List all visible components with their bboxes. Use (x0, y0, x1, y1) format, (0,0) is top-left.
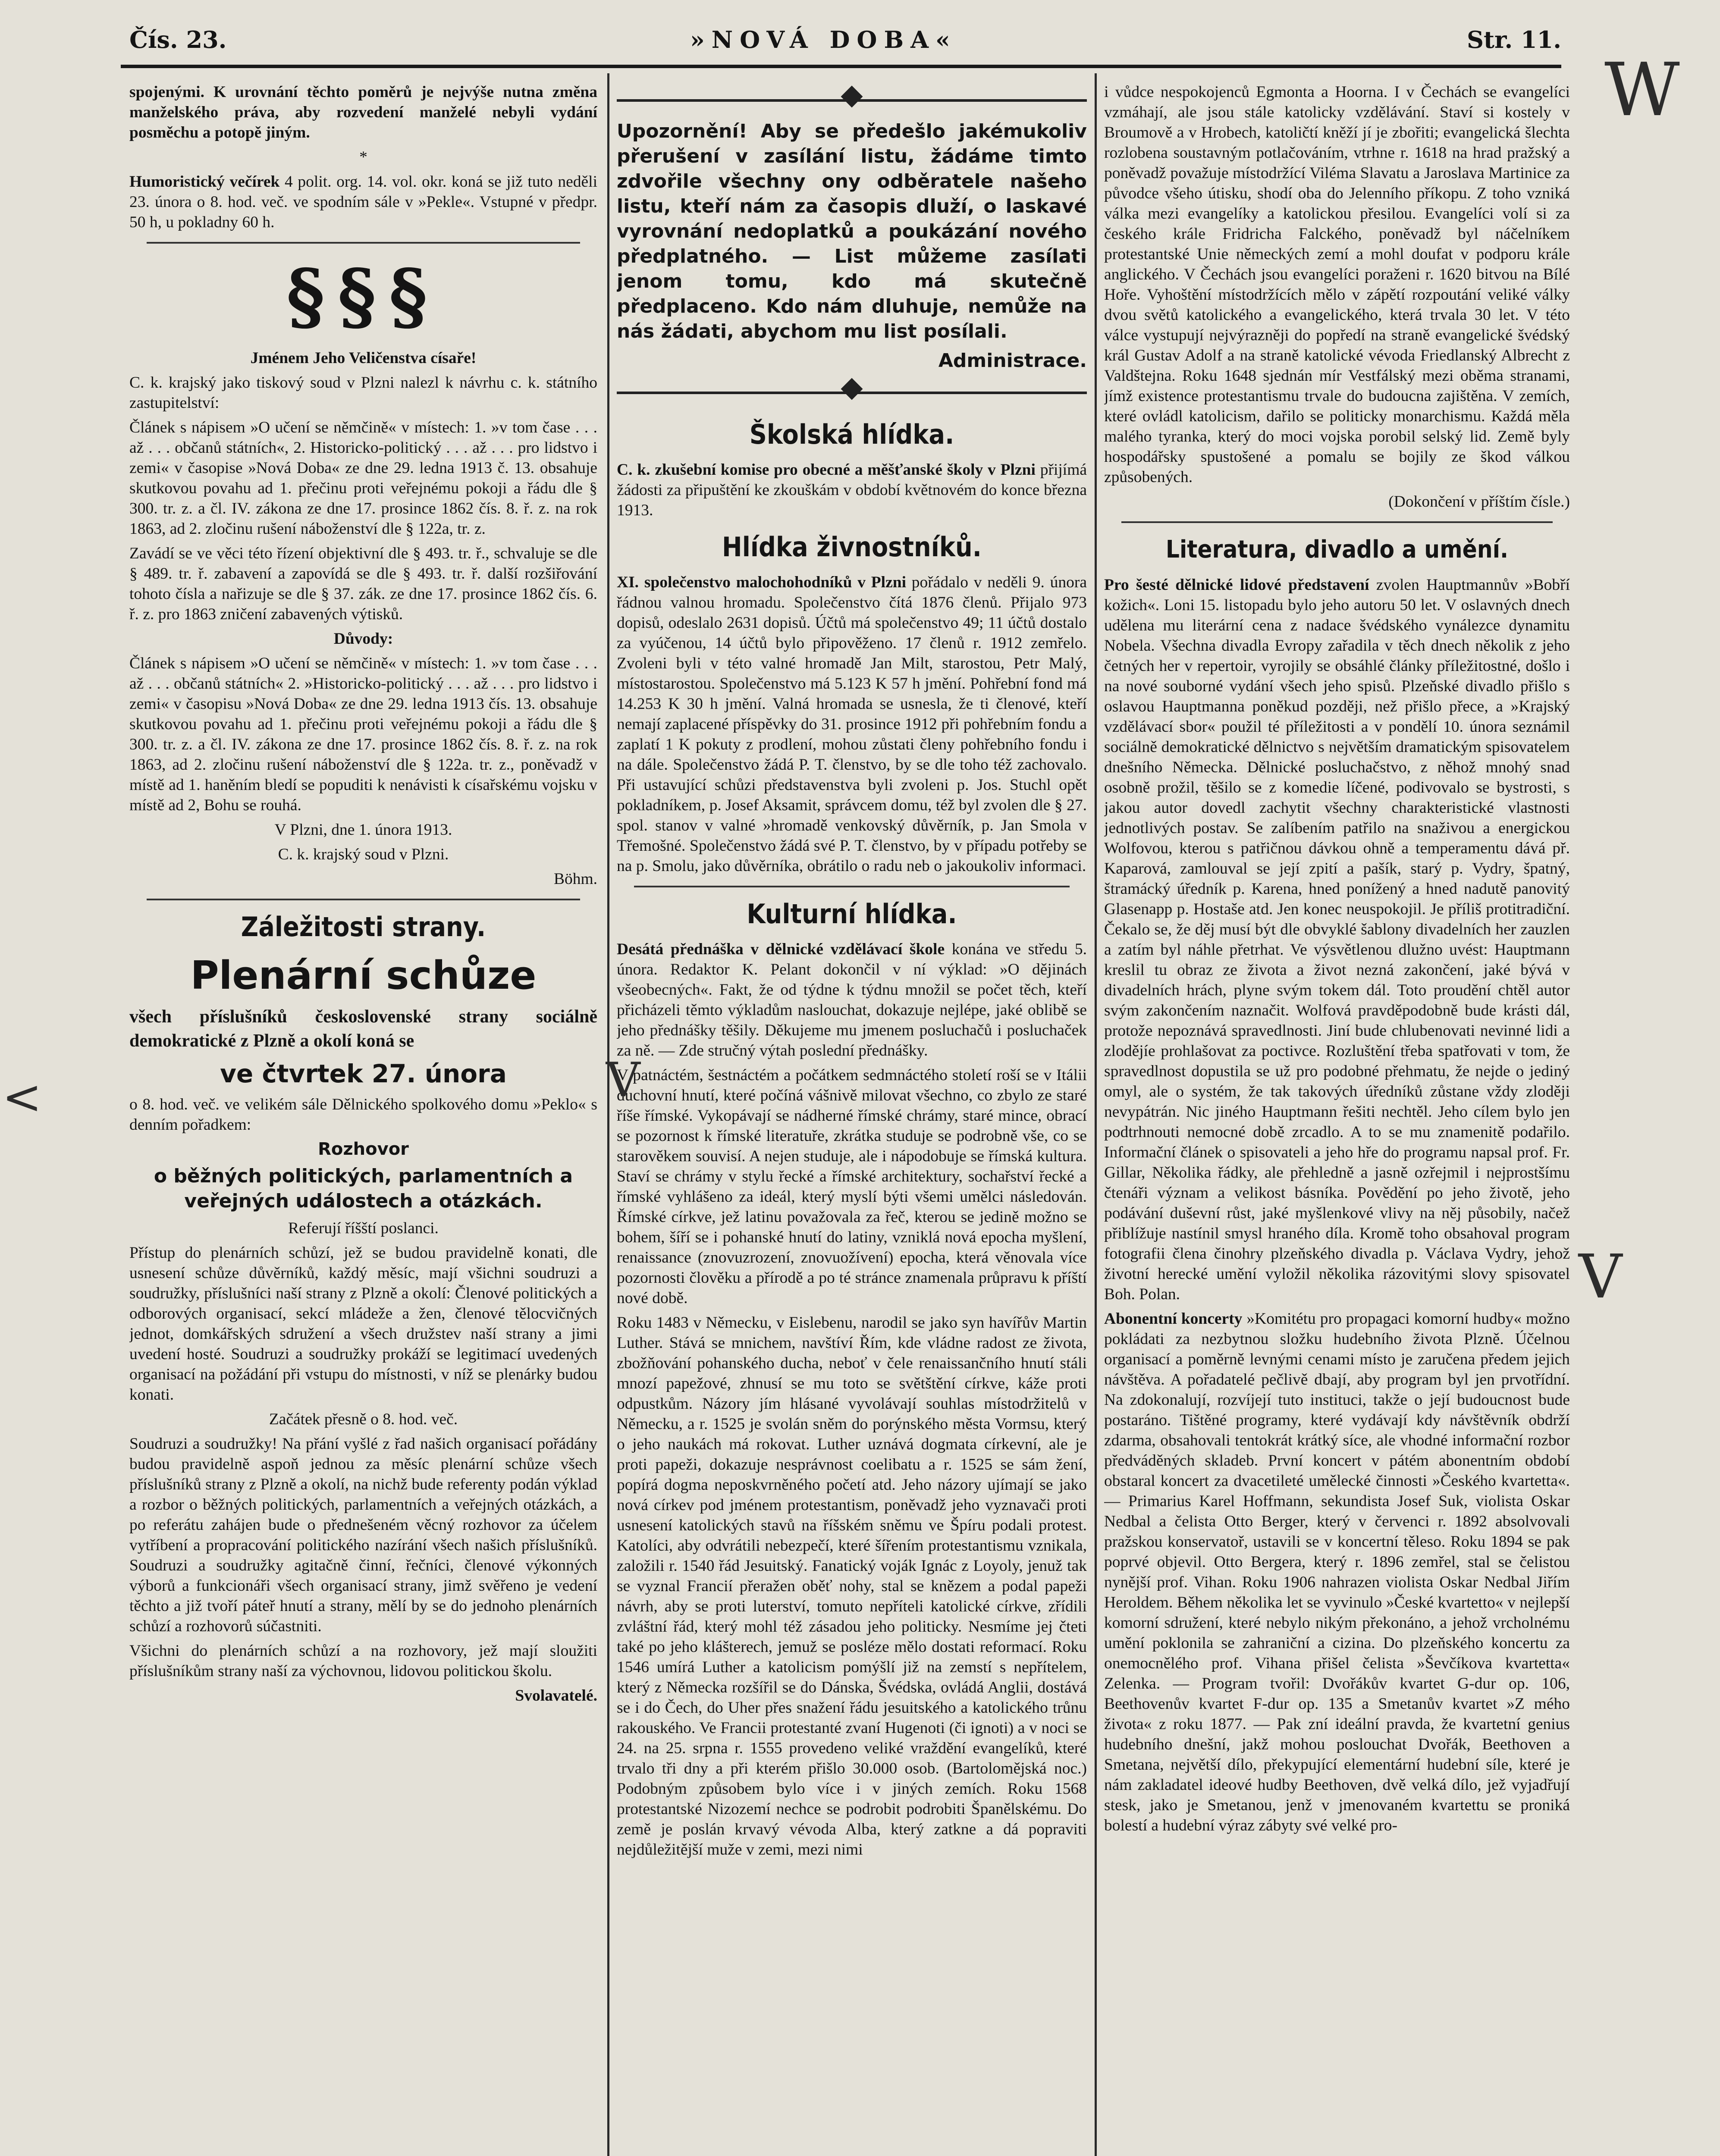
notice-signature: Administrace. (938, 350, 1087, 372)
article-paragraph: i vůdce nespokojenců Egmonta a Hoorna. I v Čechách se evangelíci vzmáhají, ale jsou stále katolicky vzdělávání. Staví si kostely v Broumově a v Hrobech, katoličtí kněží jí je zbořiti; evangelická šlechta rozlobena soustavným potlačováním, vtrhne r. 1618 na hrad pražský a poněvadž považuje místodržící Viléma Slavatu a Jaroslava Martinice za původce všeho útisku, shodí oba do Jelenního příkopu. Z toho vzniká válka mezi evangelíky a katolickou přesilou. Evangelíci volí si za českého krále Fridricha Falckého, poněvadž byl náčelníkem protestantské Unie německých zemí a mohl doufat v podporu krále anglického. V Čechách jsou evangelíci poraženi r. 1620 bitvou na Bílé Hoře. Vyhoštění místodržících mělo v zápětí rozpoutání veliké války dvou světů katolického a evangelického, která trvala 30 let. V této válce vystupují nejvýrazněji do popředí na straně evangelické švédský král Gustav Adolf a na straně katolické vévoda Friedlanský Albrecht z Valdštejna. Roku 1648 sjednán mír Vestfálský mezi oběma stranami, jímž existence protestantismu trvale do budoucna zajištěna. V zemích, které ovládl katolicism, dařilo se politicky monarchismu. Každá měla malého tyranka, který do moci vojska porobil selský lid. Země byly hospodářsky spustošené a pomalu se bojily ze škod válkou způsobených. (1104, 83, 1570, 486)
court-paragraph: Článek s nápisem »O učení se němčině« v místech: 1. »v tom čase . . . až . . . občanů státních« 2. »Historicko-politický . . . až . . . pro lidstvo i zemi« v časopisu »Nová Doba« ze dne 29. ledna 1913 čís. 13. obsahuje skutkovou povahu ad 1. přečinu proti veřejnému pokoji a řádu dle § 300. tr. z. a čl. IV. zákona ze dne 17. prosince 1862 čís. 8. ř. z. na rok 1863, ad 2. zločinu rušení náboženství dle § 122a. tr. z., poněvadž v místě ad 1. haněním bledí se popuditi k nenávisti k císařskému vojsku v místě ad 2, Bohu se rouhá. (129, 655, 597, 814)
lecture-lead: Desátá přednáška v dělnické vzdělávací škole (617, 940, 945, 958)
article-paragraph: o 8. hod. več. ve velikém sále Dělnického spolkového domu »Peklo« s denním pořadkem: (129, 1096, 597, 1134)
school-text: přijímá žádosti za připuštění ke zkouškám v období květnovém do konce března 1913. (617, 461, 1087, 519)
notice-paragraph (617, 119, 1087, 344)
handwritten-check-mark: V (1579, 1242, 1623, 1312)
section-heading: Záležitosti strany. (241, 911, 486, 943)
court-paragraph: C. k. krajský jako tiskový soud v Plzni nalezl k návrhu c. k. státního zastupitelství: (129, 374, 597, 412)
section-heading: Hlídka živnostníků. (722, 531, 982, 563)
column-2 (617, 82, 1087, 2156)
reasons-heading: Důvody: (333, 630, 393, 648)
article-paragraph (617, 572, 1087, 876)
agenda-topic: o běžných politických, parlamentních a veřejných událostech a otázkách. (154, 1165, 573, 1212)
article-paragraph: Soudruzi a soudružky! Na přání vyšlé z řad našich organisací pořádány budou pravidelně aspoň jednou za měsíc plenární schůze všech příslušníků strany z Plzně a okolí, na nichž bude referenty podán výklad a rozbor o běžných politických, parlamentních a veřejných otázkách, a po referátu zahájen bude o přednešeném věcný rozhovor za účelem vytříbení a propracování politického nazírání všech našich příslušníků. Soudruzi a soudružky agitačně činní, řečníci, členové výkonných výborů a funkcionáři všech organisací strany, jimž svěřeno je vedení těchto a již tvoří páteř hnutí a strany, mělí by se do jednoho plenárních schůzí a rozhovorů súčastniti. (129, 1435, 597, 1635)
page-number: Str. 11. (1467, 26, 1561, 53)
ornament-rule (617, 85, 1087, 116)
theatre-text: zvolen Hauptmannův »Bobří kožich«. Loni 15. listopadu bylo jeho autoru 50 let. V oslavných dnech udělena mu literární cena z nadace švédského vynálezce dynamitu Nobela. Všechna divadla Evropy zařadila v těch dnech několik z jeho četných her v repertoir, vyrojily se obsáhlé články příležitostné, došlo i na nové souborné vydání všech jeho spisů. Plzeňské divadlo přišlo s oslavou Hauptmanna poněkud později, než přišlo přece, a »Krajský vzdělávací sbor« použil té příležitosti a v pondělí 10. února seznámil sociálně demokratické dělnictvo s největším dramatickým spisovatelem dnešního Německa. Dělnické posluchačstvo, z něhož mnohý snad osobně prožil, těšilo se z komedie líčené, podivovalo se bystrosti, s jakou autor dovedl zachytit všechny charakteristické vlastnosti jednotlivých postav. Se zalíbením patřilo na snaživou a energickou Wolfovou, kterou s patřičnou dávkou ohně a temperamentu dává př. Kaparová, zamlouval se její zpití a pašík, starý p. Vydry, špatný, štramácký úředník p. Karena, hned ponížený a hned nadutě panovitý Glasenapp p. Hostaše atd. Jen konec neuspokojil. Je příliš protitradiční. Čekalo se, že děj musí být dle obvyklé šablony divadelních her zauzlen a zatím byl náhle přetrhat. Ve výsvětlenou dlužno uvést: Hauptmann kreslil tu obraz ze života a život nezná zakončení, jaké bývá v divadelních hrách, plyne svým tokem dál. Toto proudění chtěl autor svým zakončením naznačit. Wolfová pravděpodobně bude krásti dál, protože nepoznává spravedlnosti. Jiní bude chlubenovati nevinné lidi a zlodějíe prohlašovat za poctivce. Rozluštění třeba spatřovati v tom, že spravedlnost dopustila se už pro podobné přehmatu, že nejde o jediný omyl, ale o systém, že tak takových úředníků zůstane vždy zloději nevypátrán. Nic jiného Hauptmann řešiti nechtěl. Jeho cílem bylo jen podtrhnouti nemocné době zrcadlo. A to se mu znamenitě podařilo. Informační článek o spisovateli a jeho hře do programu napsal prof. Fr. Gillar, Několika řádky, ale přehledně a jasně ozřejmil i nejprostšímu čtenáři význam a velikost básníka. Povědění po jeho životě, jeho podávání duševní růst, jaké myšlenkové vlivy na něj působily, načež přiblížuje nastínil smysl hraného díla. Kromě toho obsahoval program fotografii člena činohry plzeňského divadla p. Václava Vydry, jehož životní herecké umění vyložil několika rázovitými slovy spisovatel Boh. Polan. (1104, 576, 1570, 1303)
notice-text: Aby se předešlo jakémukoliv přerušení v zasílání listu, žádáme timto zdvořile všechny ony odběratele našeho listu, kteří nám za časopis dluží, o laskavé vyrovnání nedoplatků a poukázání nového předplatného. — List můžeme zasílati jenom tomu, kdo má skutečně předplaceno. Kdo nám dluhuje, nemůže na nás žádati, abychom mu list posílali. (617, 120, 1087, 342)
theatre-lead: Pro šesté dělnické lidové představení (1104, 576, 1369, 594)
article-paragraph: Všichni do plenárních schůzí a na rozhovory, jež mají sloužiti příslušníkům strany naší za výchovnou, lidovou politickou školu. (129, 1642, 597, 1680)
masthead-title: »NOVÁ DOBA« (690, 26, 957, 53)
star-separator: * (359, 148, 367, 166)
column-divider-2 (1095, 73, 1097, 2156)
school-lead: C. k. zkušební komise pro obecné a měšťanské školy v Plzni (617, 461, 1036, 479)
article-paragraph (617, 460, 1087, 520)
trade-text: pořádalo v neděli 9. února řádnou valnou hromadu. Společenstvo čítá 1876 členů. Přijalo 973 dopisů, odeslalo 2631 dopisů. Účtů má společenstvo 49; 11 účtů dostalo za vyúčenou, 14 účtů bylo připověženo. 17 členů r. 1912 zemřelo. Zvoleni byli v této valné hromadě Jan Milt, starostou, Petr Malý, místostarostou. Společenstvo má 5.123 K 57 h jmění. Pohřební fond má 14.253 K 30 h jmění. Valná hromada se usnesla, že ti členové, kteří nemají zaplacené příspěvky do 31. prosince 1912 při pohřebním fondu a zaplatí 1 K pokuty z prodlení, mohou zůstati členy pohřebního fondu i na dále. Společenstvo žádá P. T. členstvo, by se dle toho též zachovalo. Při ustavující schůzi představenstva byli zvoleni p. Jos. Stuchl opět pokladníkem, p. Josef Aksamit, správcem domu, též byl zvolen dle § 27. spol. stanov v valné »hromadě venkovský důvěrník, p. Jan Smola v Třemošné. Společenstvo žádá své P. T. členstvo, by v případu potřeby se na p. Smolu, jako důvěrníka, obrátilo o radu neb o jakoukoliv informaci. (617, 573, 1087, 875)
section-rule (147, 899, 580, 900)
margin-bracket-mark: < (2, 1069, 42, 1125)
section-heading: Kulturní hlídka. (747, 898, 957, 930)
handwritten-mark: W (1604, 47, 1680, 133)
court-signature: Böhm. (553, 870, 597, 888)
article-paragraph: Přístup do plenárních schůzí, jež se budou pravidelně konati, dle usnesení schůze důvěrníků, každý měsíc, mají všichni soudruzi a soudružky, příslušníci naší strany z Plzně a okolí: Členové politických a odborových organisací, sekcí mládeže a žen, členové tělocvičných jednot, domkářských sdružení a všech družstev naší strany a jimi uvedení hosté. Soudruzi a soudružky prokáží se legitimací uvedených organisací na požádání při vstupu do místnosti, v níž se plenárky budou konati. (129, 1244, 597, 1404)
section-heading: Školská hlídka. (749, 419, 954, 450)
section-heading: Literatura, divadlo a umění. (1165, 536, 1509, 564)
agenda-heading: Rozhovor (318, 1139, 409, 1159)
humor-evening-title: Humoristický večírek (129, 173, 280, 191)
start-time: Začátek přesně o 8. hod. več. (269, 1410, 458, 1428)
section-rule (634, 886, 1070, 887)
court-heading: Jménem Jeho Veličenstva císaře! (250, 349, 477, 367)
column-1 (129, 82, 597, 2156)
article-paragraph (1104, 575, 1570, 1304)
court-name: C. k. krajský soud v Plzni. (278, 846, 449, 863)
article-paragraph: spojenými. K urovnání těchto poměrů je nejvýše nutna změna manželského práva, aby rozvedení manželé nebyli vydání posměchu a potopě jiným. (129, 83, 597, 141)
court-paragraph: Článek s nápisem »O učení se němčině« v místech: 1. »v tom čase . . . až . . . občanů státních«, 2. Historicko-politický . . . až . . . pro lidstvo i zemi« v časopise »Nová Doba« ze dne 29. ledna 1913 č. 13. obsahuje skutkovou povahu ad 1. přečinu proti veřejnému pokoji a řádu dle § 300. tr. z. a čl. IV. zákona ze dne 17. prosince 1862 čís. 8. ř. z. na rok 1863, ad 2. zločinu rušení náboženství dle § 122a, tr. z. (129, 419, 597, 538)
article-paragraph (129, 172, 597, 232)
plenary-date: ve čtvrtek 27. února (220, 1059, 507, 1088)
section-rule (1121, 521, 1553, 523)
column-divider-1 (607, 73, 609, 2156)
article-paragraph: Roku 1483 v Německu, v Eislebenu, narodil se jako syn havířův Martin Luther. Stává se mnichem, navštíví Řím, kde vládne radost ze života, zbožňování pohanského ducha, neboť v čele renaissančního hnutí stáli mnozí papežové, zhnusí se mu toto se světštění církve, káže proti odpustkům. Názory jím hlásané vyvolávají souhlas místodržitelů v Německu, a r. 1525 je svolán sněm do porýnského města Vormsu, který o jeho naukách má rokovat. Luther uznává dogmata církevní, ale je proti papeži, dokazuje nesprávnost coelibatu a r. 1525 se sám žení, popírá dogma neposkvrněného početí atd. Jeho názory ujímají se jako nová církev pod jménem protestantism, poněvadž jeho vyznavači proti usnesení katolických stavů na říšském sněmu ve Špíru podali protest. Katolíci, aby odvrátili nebezpečí, které šířením protestantismu vznikala, založili r. 1540 řád Jesuitský. Fanatický voják Ignác z Loyoly, jenuž tak se vyznal Francií přeražen oběť nohy, stal se knězem a podal papeži návrh, aby se proti luterství, tomuto nepříteli katolické církve, zřídili zvláštní řád, který mohl též zásadou jeho politicky. Nesmíme jej čteti také po jeho klášterech, jemuž se posléze mělo dostati reformací. Roku 1546 umírá Luther a katolicism pomýšlí již na zemstí s nepřítelem, který z Německa rozšířil se do Dánska, Švédska, ovládá Anglii, dostává se i do Čech, do Uher přes snažení řádu jesuitského a katolického trůnu rakouského. Ve Francii protestanté zvaní Hugenoti (či ignoti) a v noci se 24. na 25. srpna r. 1555 provedeno veliké vraždění evangelíků, které trvalo tři dny a při kterém přišlo 30.000 osob. (Bartolomějská noc.) Podobným způsobem bylo více i v jiných zemích. Roku 1568 protestantské Nizozemí nechce se podrobit podrobiti Španělskému. Do země je poslán krvavý vévoda Alba, který zatkne a dá popraviti nejdůležitější muže v zemi, mezi nimi (617, 1314, 1087, 1858)
notice-lead: Upozornění! (617, 120, 747, 142)
issue-number: Čís. 23. (129, 26, 227, 53)
lecture-text: konána ve středu 5. února. Redaktor K. Pelant dokončil v ní výklad: »O dějinách všeobecných«. Fakt, že od týdne k týdnu množil se počet těch, kteří přicházeli těmto výkladům naslouchat, dokazuje nejlépe, jaké oblibě se jeho přednášky těšily. Děkujeme mu jmenem posluchačů i posluchaček za ně. — Zde stručný výtah poslední přednášky. (617, 940, 1087, 1059)
handwritten-check-mark: V (606, 1052, 640, 1107)
concert-lead: Abonentní koncerty (1104, 1310, 1243, 1328)
concert-text: »Komitétu pro propagaci komorní hudby« možno pokládati za nezbytnou složku hudebního života Plzně. Účelnou organisací a poměrně levnými cenami místo je zaručena předem jejich návštěva. A pořadatelé pečlivě dbají, aby program byl jen prvotřídní. Na zdokonalují, rozvíjejí tuto instituci, takže o její budoucnost bude postaráno. Tištěné programy, které vydávají kdy návštěvník obdrží zdarma, obsahovali tentokrát krátký síce, ale vhodné informační rozbor předváděných skladeb. První koncert v pátém abonentním období obstaral koncert za dvacetileté umělecké činnosti »Českého kvartetta«. — Primarius Karel Hoffmann, sekundista Josef Suk, violista Oskar Nedbal a čelista Otto Berger, který v červenci r. 1892 absolvovali pražskou konservatoř, ustavili se v koncertní těleso. Roku 1894 se pak poprvé objevil. Otto Bergera, který r. 1896 zemřel, stal se čelistou nynější prof. Vihan. Roku 1906 nahrazen violista Oskar Nedbal Jiřím Heroldem. Během několika let se vyvinulo »České kvartetto« v nejlepší komorní sdružení, které nebylo nikým překonáno, a jehož vrcholnému umění poklonila se zahraniční a cizina. Do plzeňského koncertu za onemocnělého prof. Vihana přišel čelista »Ševčíkova kvartetta« Zelenka. — Program tvořil: Dvořákův kvartet G-dur op. 106, Beethovenův kvartet F-dur op. 135 a Smetanův kvartet »Z mého života« z roku 1877. — Pak zní ideální pravda, že kvartetní genius hudebního dnešní, jakž mohou poslouchat Dvořák, Beethoven a Smetana, největší dílo, překypující elementární hudební síle, které je nám zakladatel ideové hudby Beethoven, dvě velká dílo, jež vyjadřují stesk, jako je Smetanou, jenž v jmenovaném kvartettu se proniká bolestí a hudební výraz zábyty své velké pro- (1104, 1310, 1570, 1834)
plenary-intro: všech příslušníků československé strany sociálně demokratické z Plzně a okolí koná se (129, 1007, 597, 1051)
trade-lead: XI. společenstvo malochohodníků v Plzni (617, 573, 907, 591)
conveners-signature: Svolavatelé. (515, 1687, 597, 1705)
speakers: Referují říšští poslanci. (288, 1219, 439, 1237)
court-date: V Plzni, dne 1. února 1913. (274, 821, 452, 839)
header-rule (121, 65, 1561, 68)
page-header (129, 17, 1561, 65)
article-paragraph (1104, 1309, 1570, 1836)
section-rule (147, 242, 580, 244)
humor-evening-text: 4 polit. org. 14. vol. okr. koná se již tuto neděli 23. února o 8. hod. več. ve spodním sále v »Pekle«. Vstupné v předpr. 50 h, u pokladny 60 h. (129, 173, 597, 231)
section-sign-heading: §§§ (286, 253, 440, 339)
article-paragraph: V patnáctém, šestnáctém a počátkem sedmnáctého století roší se v Itálii duchovní hnutí, které počíná vášnivě milovat všechno, co zbylo ze staré říše římské. Vykopávají se nádherné římské chrámy, staré mince, obrací se pozornost k římské literatuře, zkrátka studuje se podrobně vše, co se starověkem souvisí. A nejen studuje, ale i nápodobuje se římská kultura. Staví se chrámy v stylu řecké a římské architektury, sochařství řecké a římské vyhlášeno za ideál, který myslí býti všemi umělci následován. Římské církve, jež latinu považovala za řeč, kterou se jedině možno se bohem, šíří se i pohanské hnutí do latiny, vzniklá nová epocha myšlení, renaissance (znovuzrození, znovuožívení) epocha, která věnovala více pozornosti člověku a přírodě a po té stránce znamenala průpravu k příští nové době. (617, 1066, 1087, 1307)
article-paragraph (617, 939, 1087, 1061)
court-paragraph: Zavádí se ve věci této řízení objektivní dle § 493. tr. ř., schvaluje se dle § 489. tr. ř. zabavení a zapovídá se dle § 493. tr. ř. další rozšiřování tohoto čísla a nařizuje se dle § 37. zák. ze dne 17. prosince 1862 čís. 6. ř. z. pro 1863 zničení zabavených výtisků. (129, 545, 597, 623)
ornament-rule (617, 378, 1087, 408)
continuation-note: (Dokončení v příštím čísle.) (1388, 493, 1570, 511)
plenary-heading: Plenární schůze (190, 953, 537, 998)
column-3 (1104, 82, 1570, 2156)
